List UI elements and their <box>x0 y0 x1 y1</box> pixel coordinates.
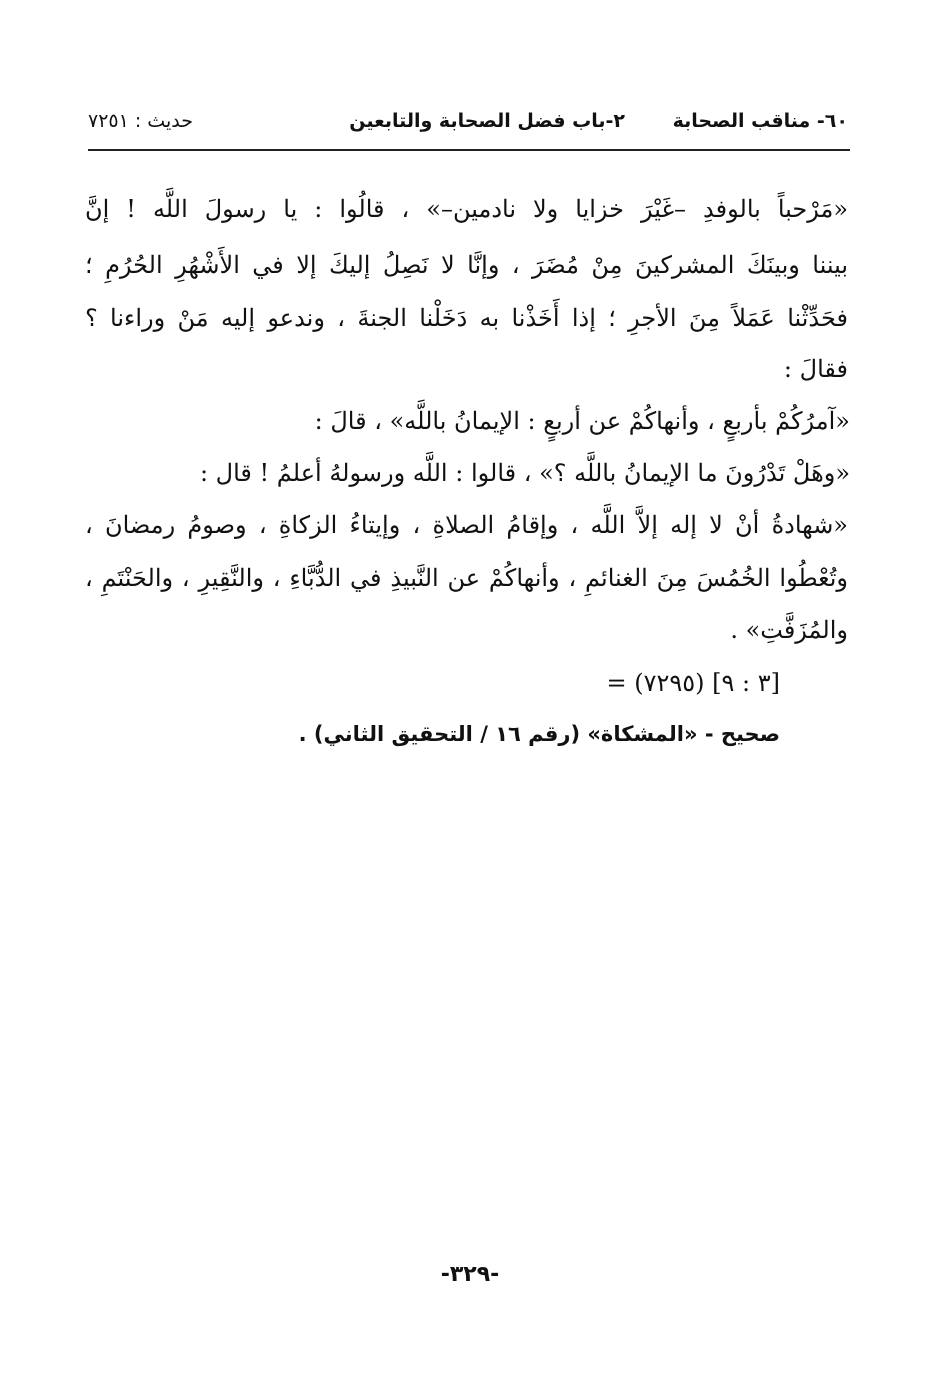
text-line-4: فقالَ : <box>783 355 848 383</box>
hadith-reference: حديث : ٧٢٥١ <box>88 110 193 132</box>
text-line-7: «شهادةُ أنْ لا إله إلاَّ اللَّه ، وإقامُ الصلاةِ ، وإيتاءُ الزكاةِ ، وصومُ رمضانَ ، <box>85 511 848 539</box>
text-line-2: بيننا وبينَكَ المشركينَ مِنْ مُضَرَ ، وإنَّا لا نَصِلُ إليكَ إلا في الأَشْهُرِ الحُرُمِ ؛ <box>85 251 848 279</box>
page-number: -٣٢٩- <box>440 1262 500 1287</box>
text-line-5: «آمرُكُمْ بأربعٍ ، وأنهاكُمْ عن أربعٍ : الإيمانُ باللَّه» ، قالَ : <box>314 407 850 435</box>
grading-note: صحيح - «المشكاة» (رقم ١٦ / التحقيق الثاني) . <box>298 722 780 746</box>
header-divider <box>88 149 850 151</box>
text-line-8: وتُعْطُوا الخُمُسَ مِنَ الغنائمِ ، وأنهاكُمْ عن النَّبيذِ في الدُّبَّاءِ ، والنَّقِيرِ ، والحَنْتَمِ ، <box>85 564 848 592</box>
text-line-6: «وهَلْ تَدْرُونَ ما الإيمانُ باللَّه ؟» ، قالوا : اللَّه ورسولهُ أعلمُ ! قال : <box>199 459 850 487</box>
section-title: ٢-باب فضل الصحابة والتابعين <box>349 110 625 132</box>
text-line-1: «مَرْحباً بالوفدِ –غَيْرَ خزايا ولا نادمين–» ، قالُوا : يا رسولَ اللَّه ! إنَّ <box>85 195 848 223</box>
cross-reference: = (٧٢٩٥) [٣ : ٩] <box>606 669 780 697</box>
chapter-title: ٦٠- مناقب الصحابة <box>672 110 848 132</box>
text-line-9: والمُزَفَّتِ» . <box>730 616 848 644</box>
text-line-3: فحَدِّثْنا عَمَلاً مِنَ الأجرِ ؛ إذا أَخَذْنا به دَخَلْنا الجنةَ ، وندعو إليه مَنْ وراءنا ؟ <box>85 304 848 332</box>
